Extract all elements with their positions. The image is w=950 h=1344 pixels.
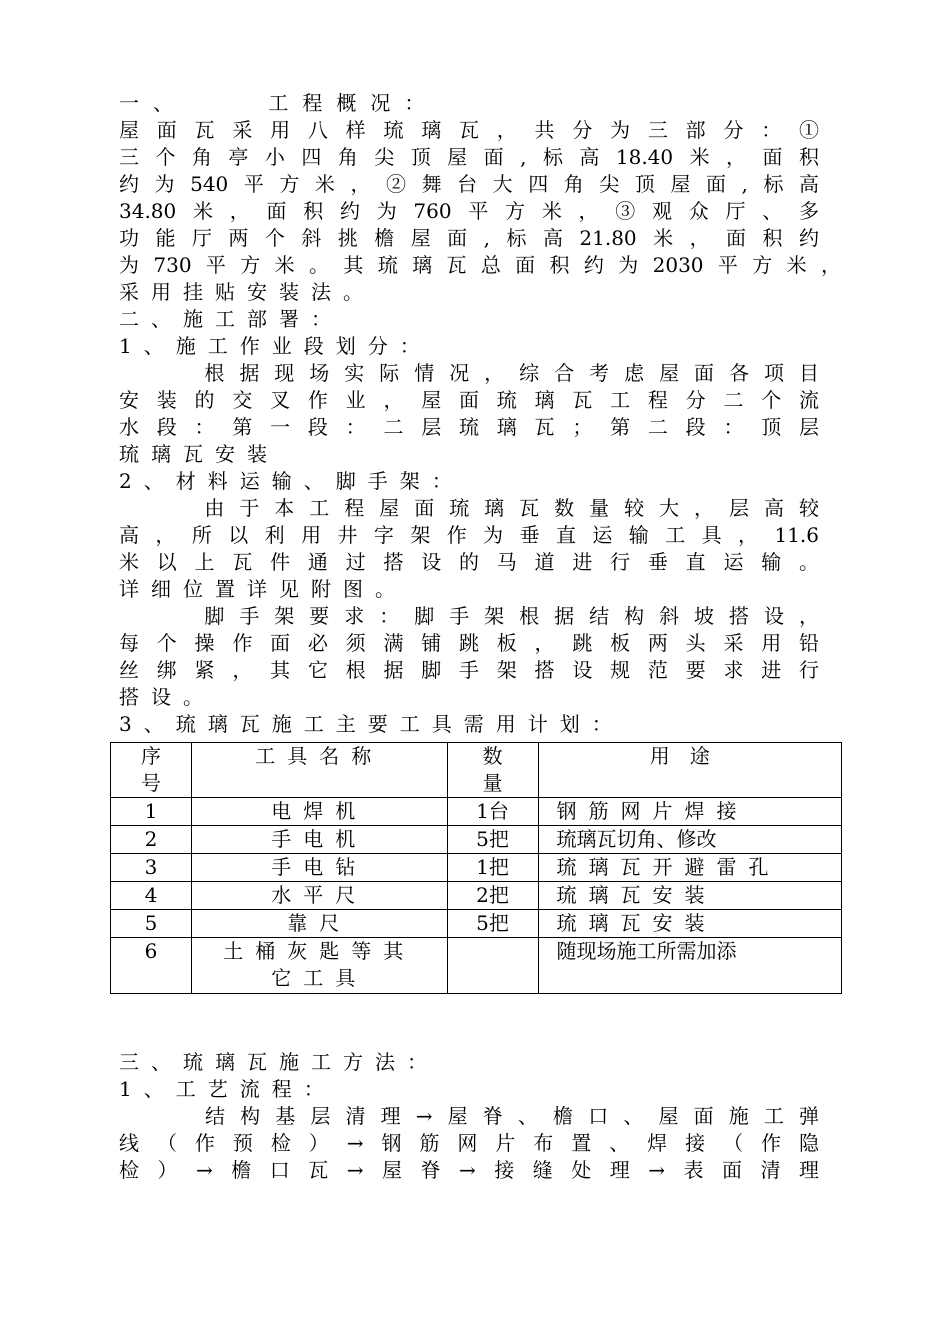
header-cell-quantity: 数量 <box>447 743 538 798</box>
paragraph-line: 安装的交叉作业，屋面琉璃瓦工程分二个流 <box>119 388 819 412</box>
cell-usage: 琉璃瓦安装 <box>538 910 841 938</box>
cell-tool-name: 手电钻 <box>191 854 447 882</box>
subheading-process-flow: 1、工艺流程： <box>119 1077 336 1101</box>
paragraph-line: 脚手架要求：脚手架根据结构斜坡搭设， <box>119 604 819 628</box>
cell-tool-name: 靠尺 <box>191 910 447 938</box>
table-row <box>111 798 842 826</box>
cell-usage: 随现场施工所需加添 <box>538 938 841 994</box>
cell-usage: 琉璃瓦切角、修改 <box>538 826 841 854</box>
header-cell-tool-name: 工具名称 <box>191 743 447 798</box>
heading-installation-method: 三、琉璃瓦施工方法： <box>119 1050 439 1074</box>
paragraph-line: 三个角亭小四角尖顶屋面,标高18.40米，面积 <box>119 145 819 169</box>
cell-quantity: 2把 <box>447 882 538 910</box>
cell-quantity: 5把 <box>447 826 538 854</box>
cell-tool-name: 电焊机 <box>191 798 447 826</box>
table-row <box>111 826 842 854</box>
cell-quantity: 5把 <box>447 910 538 938</box>
paragraph-line: 详细位置详见附图。 <box>119 577 407 601</box>
paragraph-line: 丝绑紧，其它根据脚手架搭设规范要求进行 <box>119 658 819 682</box>
cell-index: 5 <box>111 910 192 938</box>
heading-construction-deployment: 二、施工部署： <box>119 307 343 331</box>
paragraph-line: 34.80米，面积约为760平方米，③观众厅、多 <box>119 199 819 223</box>
paragraph-line: 功能厅两个斜挑檐屋面,标高21.80米，面积约 <box>119 226 819 250</box>
cell-quantity: 1台 <box>447 798 538 826</box>
cell-index: 6 <box>111 938 192 994</box>
paragraph-line: 结构基层清理→屋脊、檐口、屋面施工弹 <box>119 1104 819 1128</box>
paragraph-line: 琉璃瓦安装 <box>119 442 279 466</box>
cell-quantity: 1把 <box>447 854 538 882</box>
paragraph-line: 检）→檐口瓦→屋脊→接缝处理→表面清理 <box>119 1158 819 1182</box>
table-row <box>111 910 842 938</box>
cell-tool-name: 水平尺 <box>191 882 447 910</box>
cell-quantity <box>447 938 538 994</box>
paragraph-line: 约为540平方米，②舞台大四角尖顶屋面,标高 <box>119 172 819 196</box>
cell-usage: 琉璃瓦安装 <box>538 882 841 910</box>
header-cell-usage: 用途 <box>538 743 841 798</box>
paragraph-line: 每个操作面必须满铺跳板，跳板两头采用铅 <box>119 631 819 655</box>
heading-project-overview: 一、 工程概况： <box>119 91 439 115</box>
cell-index: 1 <box>111 798 192 826</box>
paragraph-line: 高，所以利用井字架作为垂直运输工具，11.6 <box>119 523 819 547</box>
table-row <box>111 882 842 910</box>
table-row <box>111 854 842 882</box>
cell-index: 2 <box>111 826 192 854</box>
cell-index: 4 <box>111 882 192 910</box>
paragraph-line: 米以上瓦件通过搭设的马道进行垂直运输。 <box>119 550 819 574</box>
paragraph-line: 屋面瓦采用八样琉璃瓦，共分为三部分：① <box>119 118 819 142</box>
subheading-work-sections: 1、施工作业段划分： <box>119 334 432 358</box>
paragraph-line: 根据现场实际情况，综合考虑屋面各项目 <box>119 361 819 385</box>
paragraph-line: 采用挂贴安装法。 <box>119 280 375 304</box>
paragraph-line: 线（作预检）→钢筋网片布置、焊接（作隐 <box>119 1131 819 1155</box>
paragraph-line: 搭设。 <box>119 685 215 709</box>
paragraph-line: 水段：第一段：二层琉璃瓦；第二段：顶层 <box>119 415 819 439</box>
subheading-transport-scaffold: 2、材料运输、脚手架： <box>119 469 464 493</box>
cell-usage: 钢筋网片焊接 <box>538 798 841 826</box>
cell-index: 3 <box>111 854 192 882</box>
header-cell-index: 序号 <box>111 743 192 798</box>
paragraph-line: 为730平方米。其琉璃瓦总面积约为2030平方米， <box>119 253 841 277</box>
table-row <box>111 938 842 994</box>
cell-usage: 琉璃瓦开避雷孔 <box>538 854 841 882</box>
paragraph-line: 由于本工程屋面琉璃瓦数量较大，层高较 <box>119 496 819 520</box>
subheading-tools-plan: 3、琉璃瓦施工主要工具需用计划： <box>119 712 624 736</box>
table-header-row <box>111 743 842 798</box>
cell-tool-name: 手电机 <box>191 826 447 854</box>
cell-tool-name: 土桶灰匙等其它工具 <box>191 938 447 994</box>
tools-table <box>110 742 842 994</box>
